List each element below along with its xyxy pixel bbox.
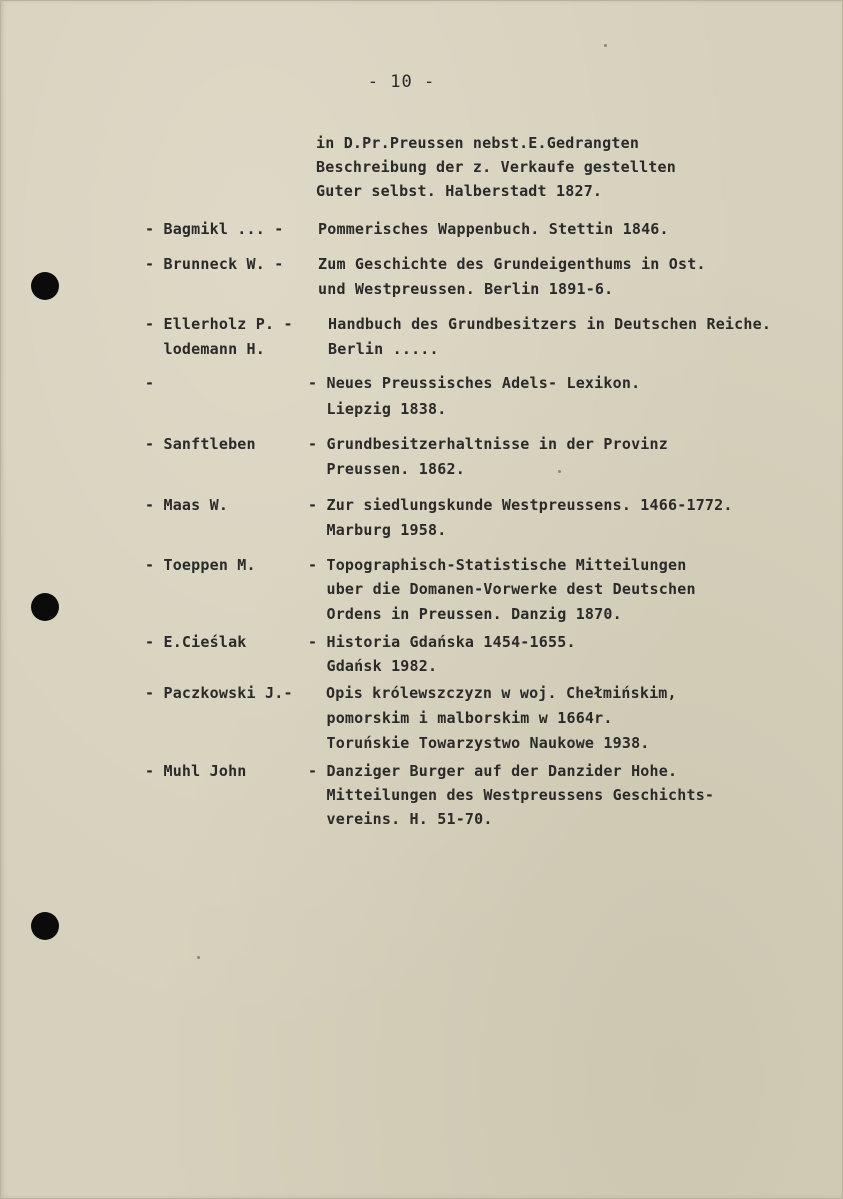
entry-author: - Muhl John <box>145 762 247 780</box>
entry-line: in D.Pr.Preussen nebst.E.Gedrangten <box>316 134 640 152</box>
entry-author: - Paczkowski J.- <box>145 684 293 702</box>
entry-title: Handbuch des Grundbesitzers in Deutschen Reiche. <box>328 315 772 333</box>
entry-title: - Danziger Burger auf der Danzider Hohe. <box>308 762 678 780</box>
entry-title: Liepzig 1838. <box>308 400 447 418</box>
entry-title: Gdańsk 1982. <box>308 657 438 675</box>
entry-title: Marburg 1958. <box>308 521 447 539</box>
entry-author: lodemann H. <box>145 340 265 358</box>
entry-title: - Grundbesitzerhaltnisse in der Provinz <box>308 435 668 453</box>
entry-title: vereins. H. 51-70. <box>308 810 493 828</box>
punch-hole <box>31 912 59 940</box>
paper-speck <box>197 956 200 959</box>
entry-title: Ordens in Preussen. Danzig 1870. <box>308 605 622 623</box>
entry-title: Opis królewszczyzn w woj. Chełmińskim, <box>326 684 677 702</box>
entry-title: Berlin ..... <box>328 340 439 358</box>
entry-title: und Westpreussen. Berlin 1891-6. <box>318 280 614 298</box>
entry-author: - Toeppen M. <box>145 556 256 574</box>
entry-author: - Ellerholz P. - <box>145 315 293 333</box>
entry-title: - Neues Preussisches Adels- Lexikon. <box>308 374 641 392</box>
paper-speck <box>604 44 607 47</box>
entry-author: - Bagmikl ... - <box>145 220 284 238</box>
entry-line: Guter selbst. Halberstadt 1827. <box>316 182 603 200</box>
entry-title: Zum Geschichte des Grundeigenthums in Ost. <box>318 255 706 273</box>
paper-speck <box>558 470 561 473</box>
entry-author: - Maas W. <box>145 496 229 514</box>
page-number: - 10 - <box>367 72 436 92</box>
entry-title: Mitteilungen des Westpreussens Geschichts- <box>308 786 715 804</box>
entry-author: - E.Cieślak <box>145 633 247 651</box>
entry-title: - Historia Gdańska 1454-1655. <box>308 633 576 651</box>
entry-author: - Sanftleben <box>145 435 256 453</box>
entry-title: Pommerisches Wappenbuch. Stettin 1846. <box>318 220 669 238</box>
punch-hole <box>31 272 59 300</box>
entry-line: Beschreibung der z. Verkaufe gestellten <box>316 158 676 176</box>
entry-title: - Topographisch-Statistische Mitteilungen <box>308 556 687 574</box>
entry-title: Preussen. 1862. <box>308 460 465 478</box>
entry-title: - Zur siedlungskunde Westpreussens. 1466-1772. <box>308 496 733 514</box>
entry-title: pomorskim i malborskim w 1664r. <box>308 709 613 727</box>
entry-title: Toruńskie Towarzystwo Naukowe 1938. <box>308 734 650 752</box>
entry-author: - Brunneck W. - <box>145 255 284 273</box>
entry-author: - <box>145 374 155 392</box>
entry-title: uber die Domanen-Vorwerke dest Deutschen <box>308 580 696 598</box>
punch-hole <box>31 593 59 621</box>
